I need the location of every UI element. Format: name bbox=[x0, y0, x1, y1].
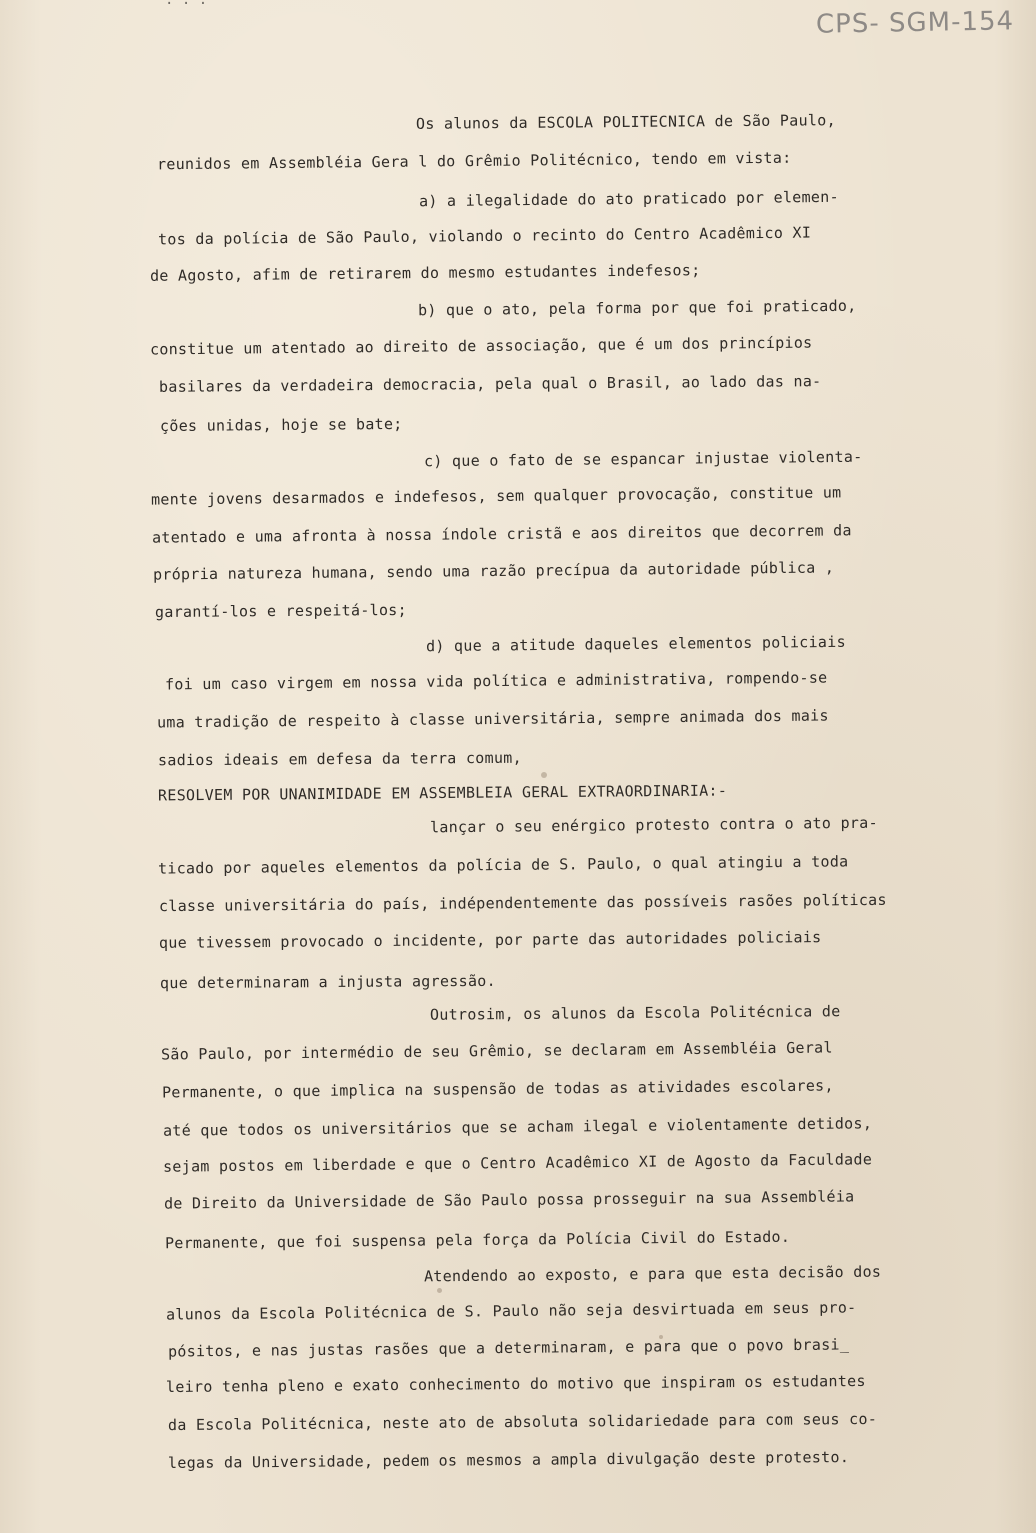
paper-stain bbox=[437, 1288, 442, 1293]
text-line: própria natureza humana, sendo uma razão precípua da autoridade pública , bbox=[152, 558, 835, 584]
text-line: leiro tenha pleno e exato conhecimento do motivo que inspiram os estudantes bbox=[165, 1371, 866, 1397]
paper-stain bbox=[541, 772, 547, 778]
text-line: uma tradição de respeito à classe universitária, sempre animada dos mais bbox=[156, 706, 829, 732]
text-line: até que todos os universitários que se acham ilegal e violentamente detidos, bbox=[162, 1114, 873, 1140]
paper-stain bbox=[760, 1349, 763, 1352]
text-line: lançar o seu enérgico protesto contra o ato pra- bbox=[429, 813, 878, 837]
text-line: classe universitária do país, indépendentemente das possíveis rasões políticas bbox=[158, 890, 887, 916]
text-line: ticado por aqueles elementos da polícia de S. Paulo, o qual atingiu a toda bbox=[157, 852, 849, 878]
archive-reference-code: CPS- SGM-154 bbox=[815, 6, 1015, 40]
text-line: d) que a atitude daqueles elementos policiais bbox=[425, 632, 846, 656]
text-line: Atendendo ao exposto, e para que esta decisão dos bbox=[423, 1262, 882, 1286]
paper-stain bbox=[659, 1335, 663, 1339]
text-line: pósitos, e nas justas rasões que a determinaram, e para que o povo brasi_ bbox=[167, 1335, 850, 1361]
text-line: tos da polícia de São Paulo, violando o recinto do Centro Acadêmico XI bbox=[157, 223, 812, 249]
resolution-heading: RESOLVEM POR UNANIMIDADE EM ASSEMBLEIA GERAL EXTRAORDINARIA:- bbox=[157, 781, 728, 805]
text-line: atentado e uma afronta à nossa índole cristã e aos direitos que decorrem da bbox=[151, 521, 852, 547]
text-line: Outrosim, os alunos da Escola Politécnica de bbox=[429, 1002, 841, 1024]
text-line: reunidos em Assembléia Gera l do Grêmio Politécnico, tendo em vista: bbox=[156, 148, 792, 174]
text-line: alunos da Escola Politécnica de S. Paulo não seja desvirtuada em seus pro- bbox=[165, 1298, 857, 1324]
text-line: b) que o ato, pela forma por que foi praticado, bbox=[417, 296, 857, 320]
text-line: legas da Universidade, pedem os mesmos a ampla divulgação deste protesto. bbox=[167, 1448, 850, 1472]
text-line: de Direito da Universidade de São Paulo possa prosseguir na sua Assembléia bbox=[163, 1187, 855, 1213]
text-line: Permanente, o que implica na suspensão de todas as atividades escolares, bbox=[161, 1076, 834, 1102]
text-line: foi um caso virgem em nossa vida política e administrativa, rompendo-se bbox=[164, 668, 828, 694]
text-line: c) que o fato de se espancar injustae violenta- bbox=[423, 447, 863, 471]
text-line: a) a ilegalidade do ato praticado por elemen- bbox=[418, 187, 839, 211]
text-line: da Escola Politécnica, neste ato de absoluta solidariedade para com seus co- bbox=[167, 1409, 878, 1435]
text-line: Os alunos da ESCOLA POLITECNICA de São Paulo, bbox=[415, 111, 836, 133]
text-line: que tivessem provocado o incidente, por parte das autoridades policiais bbox=[158, 928, 822, 952]
text-line: de Agosto, afim de retirarem do mesmo estudantes indefesos; bbox=[149, 261, 701, 285]
text-line: mente jovens desarmados e indefesos, sem qualquer provocação, constitue um bbox=[150, 483, 842, 509]
top-marks: · · · bbox=[165, 0, 208, 12]
text-line: que determinaram a injusta agressão. bbox=[159, 971, 496, 993]
text-line: São Paulo, por intermédio de seu Grêmio, se declaram em Assembléia Geral bbox=[160, 1038, 833, 1064]
text-line: sejam postos em liberdade e que o Centro Acadêmico XI de Agosto da Faculdade bbox=[162, 1150, 873, 1176]
text-line: constitue um atentado ao direito de associação, que é um dos princípios bbox=[149, 333, 813, 359]
text-line: Permanente, que foi suspensa pela força da Polícia Civil do Estado. bbox=[164, 1227, 791, 1253]
text-line: ções unidas, hoje se bate; bbox=[159, 414, 403, 436]
text-line: basilares da verdadeira democracia, pela qual o Brasil, ao lado das na- bbox=[158, 372, 822, 396]
text-line: sadios ideais em defesa da terra comum, bbox=[157, 748, 522, 770]
text-line: garantí-los e respeitá-los; bbox=[154, 600, 408, 622]
